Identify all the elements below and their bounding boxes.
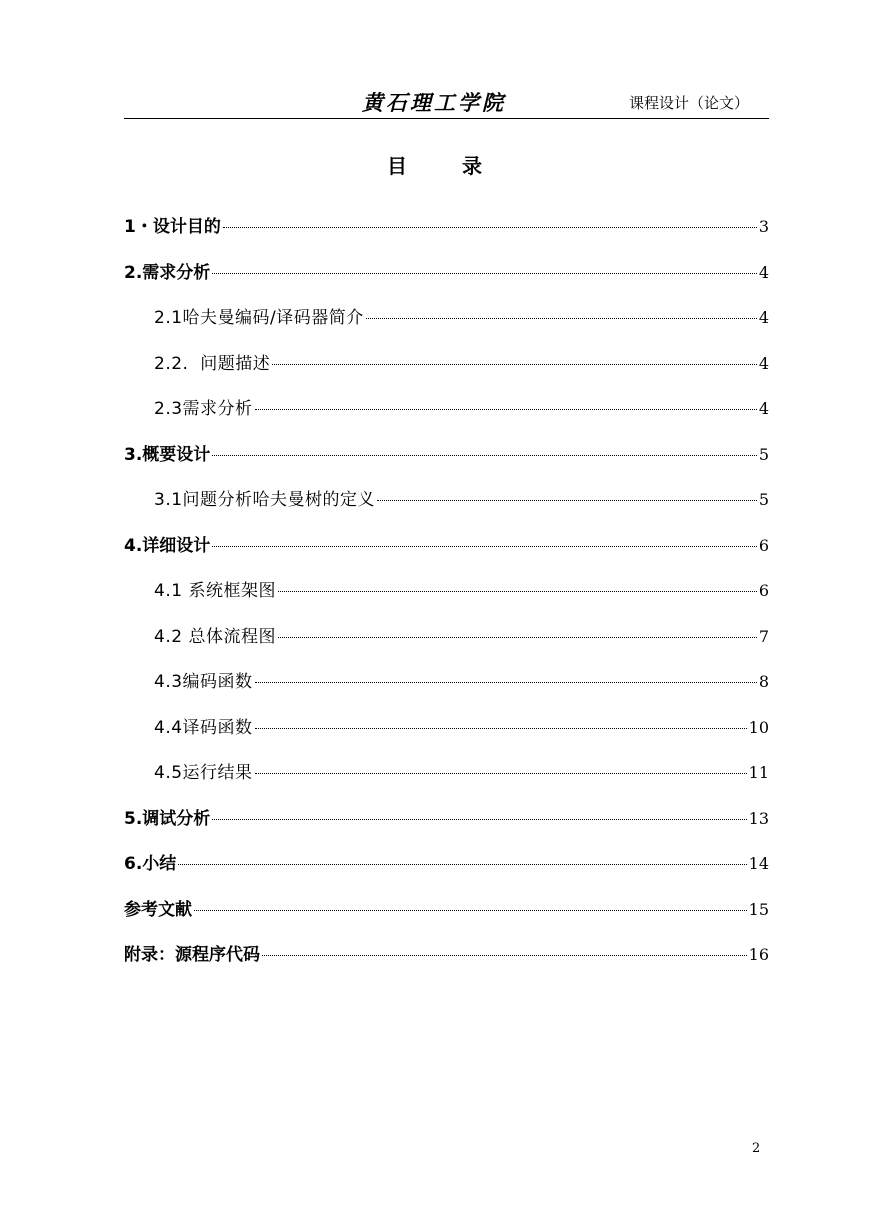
toc-entry-label: 4.3编码函数 [154,672,253,692]
toc-leader-dots [194,910,747,911]
toc-entry-label: 4.4译码函数 [154,717,253,738]
toc-leader-dots [212,819,746,820]
toc-entry-page: 3 [758,217,769,236]
toc-entry-page: 11 [748,763,769,782]
toc-entry-page: 16 [748,945,769,964]
toc-leader-dots [178,864,746,865]
toc-entry-page: 14 [748,854,769,873]
toc-leader-dots [278,591,757,592]
toc-leader-dots [223,227,757,228]
toc-entry-page: 4 [758,399,769,418]
toc-leader-dots [255,728,747,729]
toc-entry-label: 1・设计目的 [124,217,221,237]
toc-entry[interactable] [124,667,769,713]
toc-entry[interactable] [124,622,769,668]
toc-leader-dots [212,546,757,547]
toc-leader-dots [255,682,757,683]
toc-entry-page: 13 [748,808,769,828]
toc-entry[interactable] [124,804,769,850]
toc-entry-label: 2.1哈夫曼编码/译码器简介 [154,308,364,328]
toc-leader-dots [272,364,757,365]
toc-entry-page: 10 [748,717,769,737]
page-header [124,80,769,119]
toc-entry[interactable] [124,849,769,895]
course-label: 课程设计（论文） [628,94,749,112]
toc-entry-label: 参考文献 [124,899,192,920]
school-name: 黄石理工学院 [362,90,506,115]
toc-leader-dots [366,318,757,319]
page-number: 2 [752,1141,761,1156]
toc-entry[interactable] [124,895,769,941]
toc-entry-label: 4.1 系统框架图 [154,581,276,601]
toc-entry[interactable] [124,576,769,622]
toc-leader-dots [255,773,747,774]
toc-entry-page: 4 [758,308,769,327]
toc-entry-label: 附录：源程序代码 [124,945,260,965]
toc-entry-page: 5 [758,490,769,509]
table-of-contents [124,212,769,986]
toc-entry[interactable] [124,713,769,759]
toc-entry-page: 4 [758,262,769,282]
toc-entry-label: 5.调试分析 [124,808,211,829]
toc-entry[interactable] [124,258,769,304]
toc-entry[interactable] [124,349,769,395]
toc-entry-page: 15 [748,899,769,919]
toc-entry-label: 4.详细设计 [124,535,211,556]
toc-entry-label: 3.概要设计 [124,444,211,465]
toc-entry-label: 6.小结 [124,854,177,874]
toc-entry-page: 6 [758,581,769,600]
toc-entry[interactable] [124,394,769,440]
toc-leader-dots [212,455,757,456]
toc-leader-dots [212,273,757,274]
toc-entry-label: 4.5运行结果 [154,763,253,783]
toc-entry-page: 8 [758,672,769,691]
toc-leader-dots [278,637,757,638]
toc-entry[interactable] [124,440,769,486]
toc-entry-page: 4 [758,353,769,373]
toc-entry-label: 3.1问题分析哈夫曼树的定义 [154,490,376,510]
toc-title: 目 录 [387,154,506,178]
toc-entry-label: 2.需求分析 [124,262,211,283]
toc-entry[interactable] [124,303,769,349]
toc-entry-page: 7 [758,626,769,646]
toc-leader-dots [255,409,757,410]
toc-entry-page: 5 [758,444,769,464]
toc-entry-label: 2.3需求分析 [154,399,253,419]
toc-entry[interactable] [124,485,769,531]
toc-entry[interactable] [124,531,769,577]
toc-entry-label: 4.2 总体流程图 [154,626,276,647]
toc-entry[interactable] [124,940,769,986]
toc-leader-dots [377,500,757,501]
toc-leader-dots [262,955,747,956]
toc-entry-page: 6 [758,535,769,555]
toc-entry[interactable] [124,758,769,804]
toc-entry[interactable] [124,212,769,258]
toc-entry-label: 2.2. 问题描述 [154,353,271,374]
